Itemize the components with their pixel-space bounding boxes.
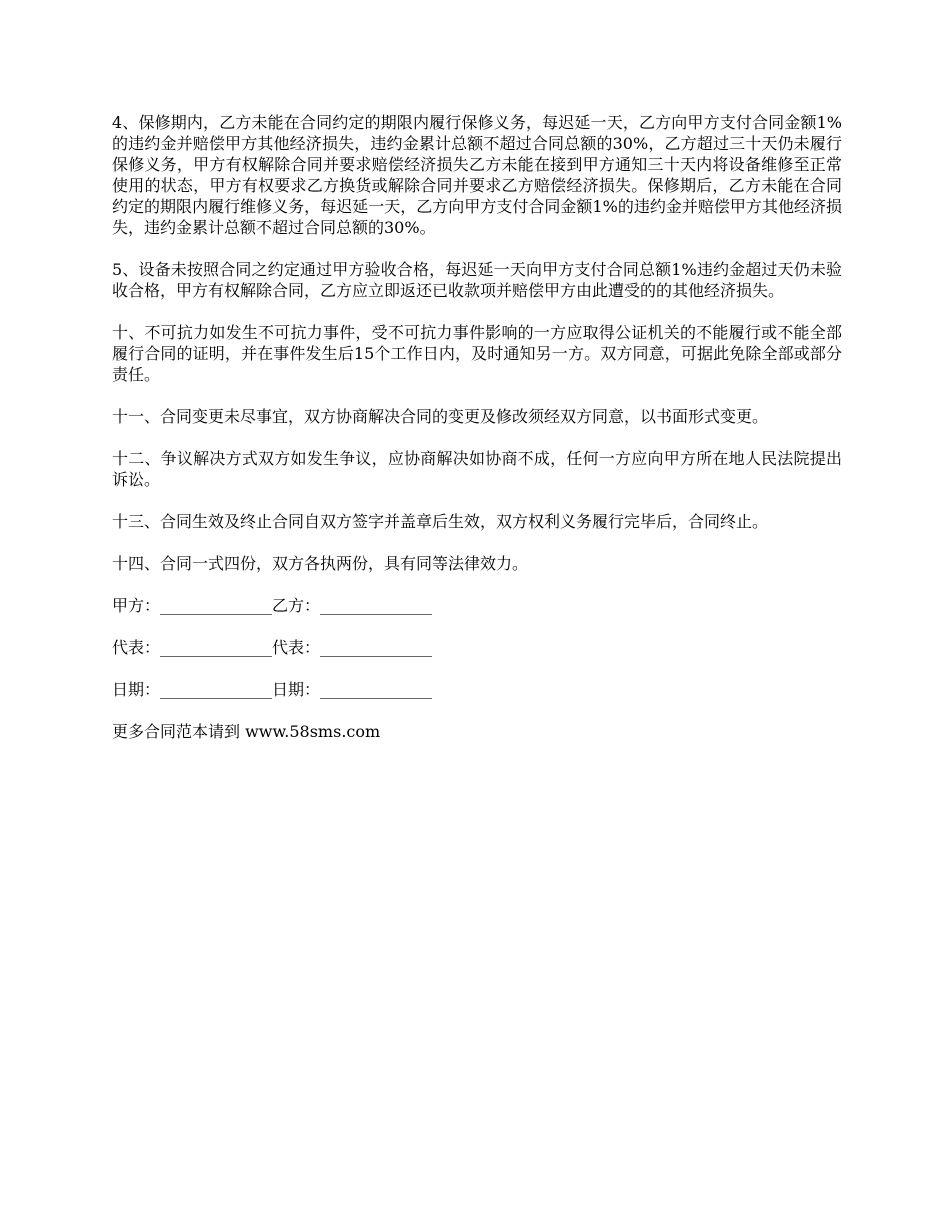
copies-paragraph: 十四、合同一式四份，双方各执两份，具有同等法律效力。 <box>112 554 529 573</box>
party-b-label: 乙方： <box>272 596 321 615</box>
date-b-blank: ______________ <box>320 680 433 699</box>
date-a-blank: ______________ <box>160 680 273 699</box>
rep-a-label: 代表： <box>112 638 161 657</box>
signature-date-line <box>112 679 842 700</box>
force-majeure-paragraph: 十、不可抗力如发生不可抗力事件，受不可抗力事件影响的一方应取得公证机关的不能履行或不能全部履行合同的证明，并在事件发生后15个工作日内，及时通知另一方。双方同意，可据此免除全部或部分责任。 <box>112 323 842 384</box>
clause-5-paragraph: 5、设备未按照合同之约定通过甲方验收合格，每迟延一天向甲方支付合同总额1%违约金超过天仍未验收合格，甲方有权解除合同，乙方应立即返还已收款项并赔偿甲方由此遭受的的其他经济损失。 <box>112 260 842 300</box>
date-a-label: 日期： <box>112 680 161 699</box>
contract-page <box>112 112 842 742</box>
rep-b-label: 代表： <box>272 638 321 657</box>
signature-party-line <box>112 595 842 616</box>
effectiveness-paragraph: 十三、合同生效及终止合同自双方签字并盖章后生效，双方权利义务履行完毕后，合同终止。 <box>112 512 769 531</box>
party-b-blank: ______________ <box>320 596 433 615</box>
clause-4-paragraph: 4、保修期内，乙方未能在合同约定的期限内履行保修义务，每迟延一天，乙方向甲方支付合同金额1%的违约金并赔偿甲方其他经济损失，违约金累计总额不超过合同总额的30%，乙方超过三十天仍未履行保修义务，甲方有权解除合同并要求赔偿经济损失乙方未能在接到甲方通知三十天内将设备维修至正常使用的状态，甲方有权要求乙方换货或解除合同并要求乙方赔偿经济损失。保修期后，乙方未能在合同约定的期限内履行维修义务，每迟延一天，乙方向甲方支付合同金额1%的违约金并赔偿甲方其他经济损失，违约金累计总额不超过合同总额的30%。 <box>112 113 842 237</box>
date-b-label: 日期： <box>272 680 321 699</box>
signature-representative-line <box>112 637 842 658</box>
dispute-resolution-paragraph: 十二、争议解决方式双方如发生争议，应协商解决如协商不成，任何一方应向甲方所在地人民法院提出诉讼。 <box>112 449 842 489</box>
rep-b-blank: ______________ <box>320 638 433 657</box>
party-a-label: 甲方： <box>112 596 161 615</box>
contract-change-paragraph: 十一、合同变更未尽事宜，双方协商解决合同的变更及修改须经双方同意，以书面形式变更。 <box>112 407 769 426</box>
rep-a-blank: ______________ <box>160 638 273 657</box>
footer-website-text: 更多合同范本请到 www.58sms.com <box>112 722 381 741</box>
party-a-blank: ______________ <box>160 596 273 615</box>
